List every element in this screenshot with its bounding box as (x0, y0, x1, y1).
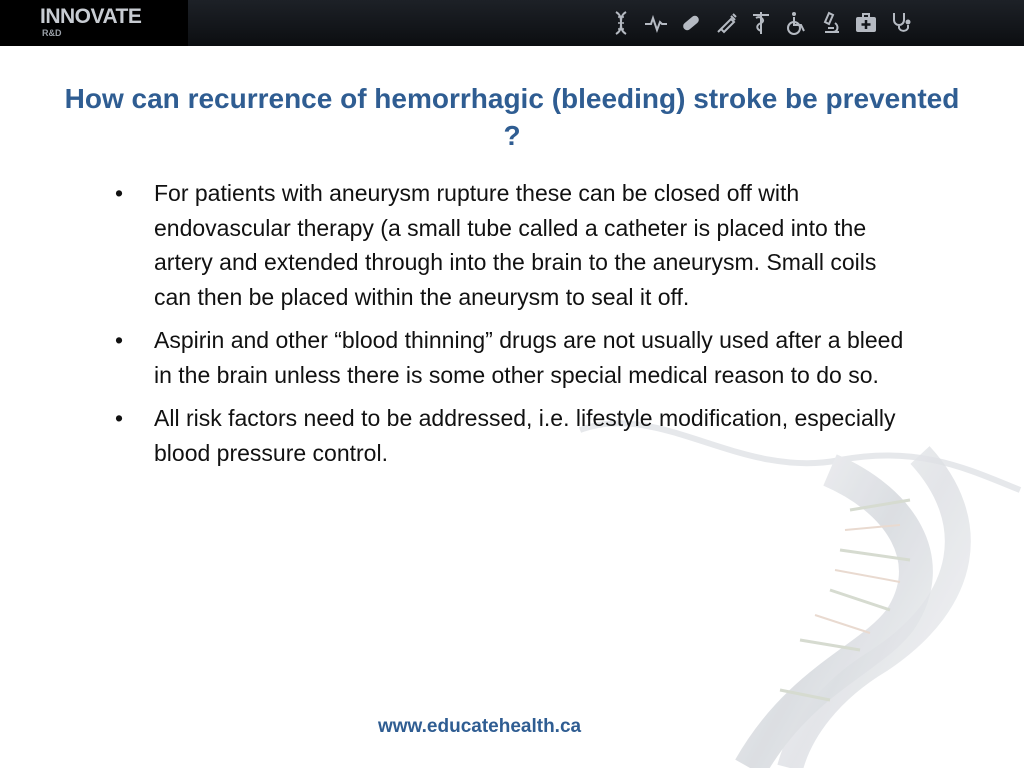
bullet-list (112, 176, 912, 479)
stethoscope-icon (888, 8, 914, 38)
bullet-marker: • (115, 405, 124, 431)
dna-icon (608, 8, 634, 38)
heartbeat-icon (643, 8, 669, 38)
caduceus-icon (748, 8, 774, 38)
logo (0, 0, 188, 46)
wheelchair-icon (783, 8, 809, 38)
footer-url[interactable]: www.educatehealth.ca (378, 716, 582, 737)
bullet-text: For patients with aneurysm rupture these can be closed off with endovascular therapy (a small tube called a catheter is placed into the artery and extended through into the brain to the aneurysm. Small coils can then be placed within the aneurysm to seal it off. (154, 180, 877, 310)
logo-text: INNOVATE (40, 5, 142, 28)
logo-subtext: R&D (42, 28, 62, 38)
bullet-text: Aspirin and other “blood thinning” drugs are not usually used after a bleed in the brain unless there is some other special medical reason to do so. (154, 327, 904, 388)
bullet-text: All risk factors need to be addressed, i.e. lifestyle modification, especially blood pressure control. (154, 405, 896, 466)
microscope-icon (818, 8, 844, 38)
first-aid-kit-icon (853, 8, 879, 38)
list-item (112, 176, 912, 314)
header-icon-strip (608, 0, 1024, 46)
slide-title: How can recurrence of hemorrhagic (bleeding) stroke be prevented ? (64, 83, 960, 151)
pill-icon (678, 8, 704, 38)
bullet-marker: • (115, 327, 124, 353)
header-bar (0, 0, 1024, 46)
list-item (112, 401, 912, 470)
syringe-icon (713, 8, 739, 38)
list-item (112, 323, 912, 392)
bullet-marker: • (115, 180, 124, 206)
